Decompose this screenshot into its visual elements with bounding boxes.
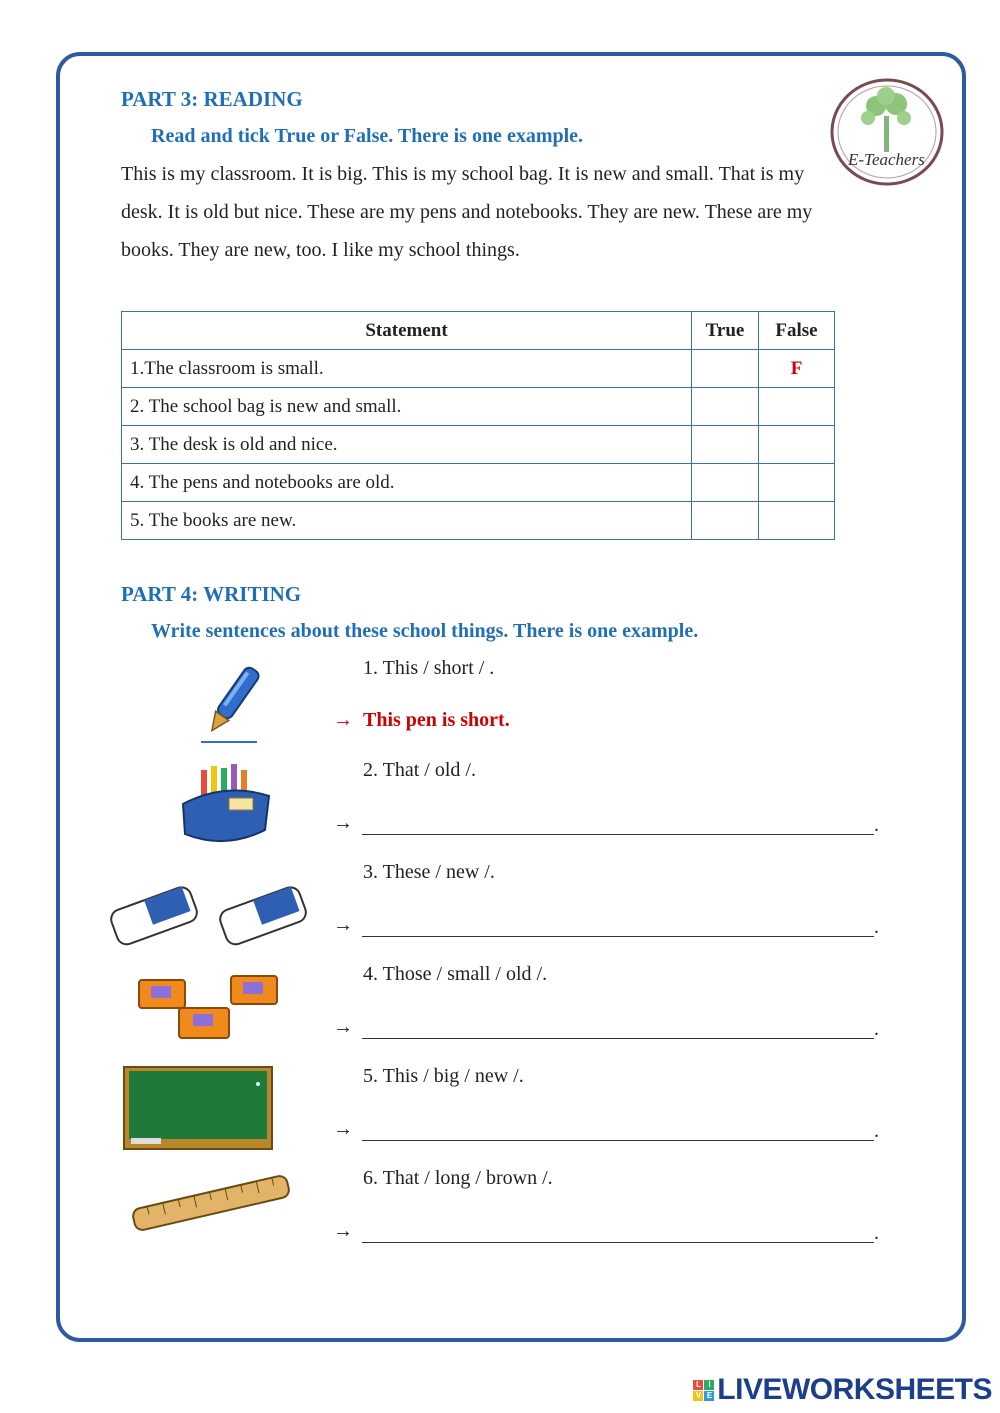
arrow-icon: → [333, 1118, 353, 1140]
statement-cell: 4. The pens and notebooks are old. [122, 464, 692, 502]
table-row [122, 464, 835, 502]
sharpener-icon [135, 968, 285, 1057]
badge-letter: I [704, 1380, 714, 1390]
false-cell[interactable] [759, 464, 835, 502]
liveworksheets-logo [693, 1373, 992, 1407]
pen-icon [195, 660, 265, 751]
true-cell[interactable] [692, 388, 759, 426]
false-cell[interactable] [759, 426, 835, 464]
statement-cell: 5. The books are new. [122, 502, 692, 540]
writing-prompt: 2. That / old /. [363, 759, 476, 781]
table-row [122, 350, 835, 388]
ruler-icon [128, 1170, 294, 1241]
true-cell[interactable] [692, 426, 759, 464]
true-cell[interactable] [692, 502, 759, 540]
answer-line[interactable] [362, 1140, 874, 1141]
header-false: False [759, 312, 835, 350]
part4-instruction: Write sentences about these school things. There is one example. [151, 620, 699, 642]
true-cell[interactable] [692, 350, 759, 388]
writing-prompt: 6. That / long / brown /. [363, 1167, 553, 1189]
part4-heading: PART 4: WRITING [121, 582, 302, 606]
statement-cell: 3. The desk is old and nice. [122, 426, 692, 464]
reading-passage [121, 155, 891, 269]
answer-line[interactable] [362, 1038, 874, 1039]
arrow-icon: → [333, 914, 353, 936]
header-statement: Statement [122, 312, 692, 350]
answer-line[interactable] [362, 1242, 874, 1243]
eraser-icon [214, 878, 310, 953]
pencil-case-icon [175, 760, 275, 851]
answer-period: . [874, 1120, 879, 1142]
passage-line: desk. It is old but nice. These are my pens and notebooks. They are new. These are my [121, 201, 813, 223]
badge-letter: E [704, 1391, 714, 1401]
writing-prompt: 3. These / new /. [363, 861, 495, 883]
passage-line: This is my classroom. It is big. This is my school bag. It is new and small. That is my [121, 163, 805, 185]
arrow-icon: → [333, 812, 353, 834]
liveworksheets-text: LIVEWORKSHEETS [717, 1373, 992, 1406]
part3-instruction: Read and tick True or False. There is one example. [151, 125, 584, 147]
answer-period: . [874, 916, 879, 938]
header-true: True [692, 312, 759, 350]
answer-period: . [874, 1018, 879, 1040]
arrow-icon: → [333, 1016, 353, 1038]
example-answer: This pen is short. [363, 709, 510, 731]
eraser-icon [105, 878, 201, 953]
writing-prompt: 4. Those / small / old /. [363, 963, 548, 985]
answer-period: . [874, 1222, 879, 1244]
statement-cell: 2. The school bag is new and small. [122, 388, 692, 426]
board-icon [123, 1066, 273, 1155]
writing-prompt: 5. This / big / new /. [363, 1065, 524, 1087]
false-cell[interactable]: F [759, 350, 835, 388]
true-false-table [121, 311, 835, 540]
answer-line[interactable] [362, 834, 874, 835]
false-cell[interactable] [759, 502, 835, 540]
writing-prompt: 1. This / short / . [363, 657, 495, 679]
statement-cell: 1.The classroom is small. [122, 350, 692, 388]
passage-line: books. They are new, too. I like my school things. [121, 239, 520, 261]
table-row [122, 426, 835, 464]
false-cell[interactable] [759, 388, 835, 426]
answer-line[interactable] [362, 936, 874, 937]
table-header-row [122, 312, 835, 350]
table-row [122, 388, 835, 426]
table-row [122, 502, 835, 540]
arrow-icon: → [333, 709, 353, 731]
logo-text: E-Teachers [848, 150, 925, 169]
badge-letter: V [693, 1391, 703, 1401]
badge-letter: L [693, 1380, 703, 1390]
true-cell[interactable] [692, 464, 759, 502]
answer-period: . [874, 814, 879, 836]
part3-heading: PART 3: READING [121, 87, 303, 111]
arrow-icon: → [333, 1220, 353, 1242]
liveworksheets-badge-icon [693, 1380, 714, 1401]
